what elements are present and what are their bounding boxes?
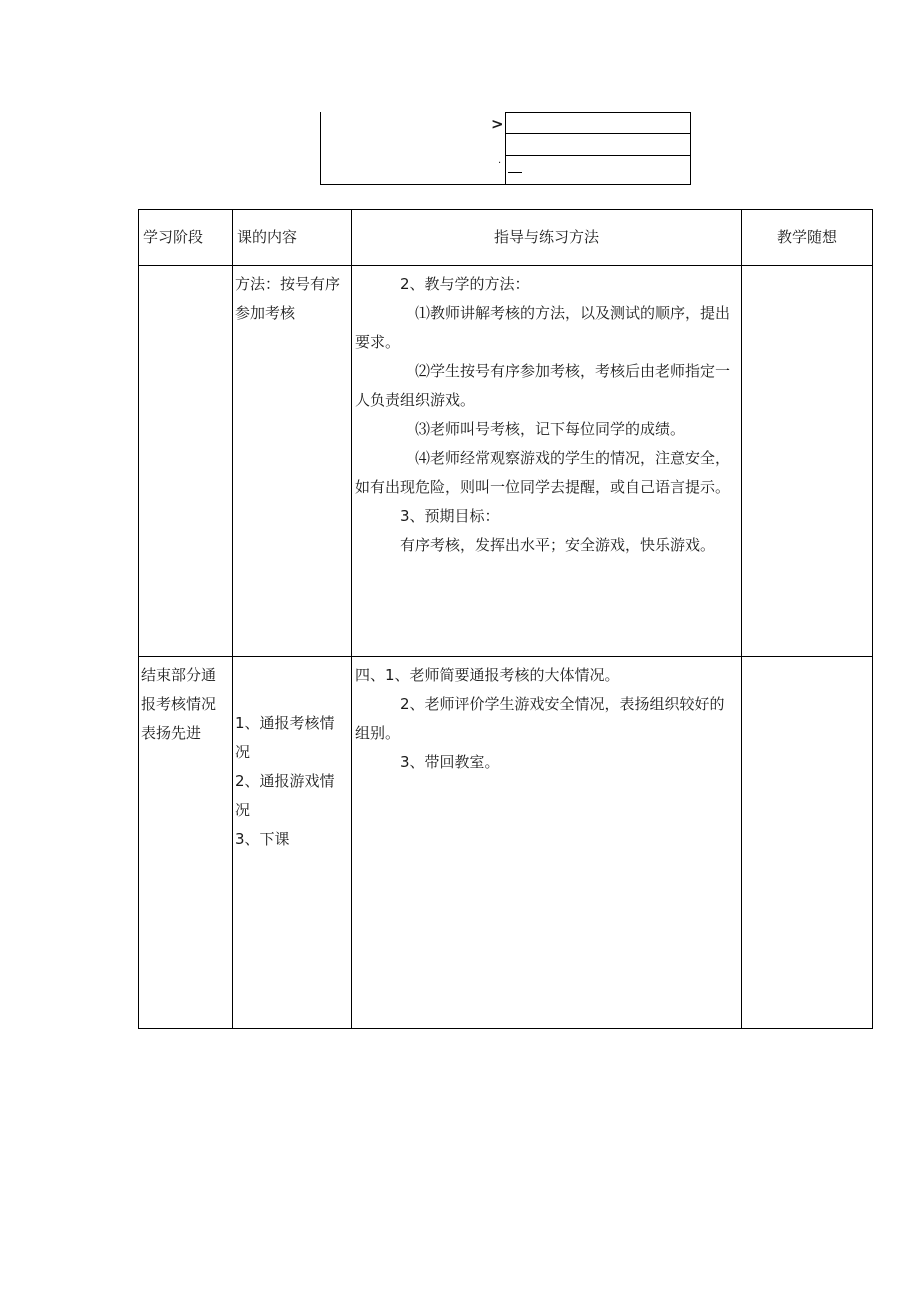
previous-table-fragment — [320, 112, 690, 185]
method-line: 2、老师评价学生游戏安全情况，表扬组织较好的组别。 — [355, 695, 725, 742]
fragment-row-line — [506, 155, 690, 156]
header-notes-label: 教学随想 — [776, 228, 837, 246]
table-row — [139, 266, 873, 657]
content-line: 2、通报游戏情况 — [235, 772, 335, 819]
method-line: 四、1、老师简要通报考核的大体情况。 — [355, 666, 620, 684]
method-line: ⑴教师讲解考核的方法，以及测试的顺序，提出要求。 — [355, 304, 731, 351]
cell-stage-text: 结束部分通报考核情况表扬先进 — [141, 666, 217, 742]
cell-method-text — [352, 657, 741, 777]
cell-stage — [139, 266, 233, 657]
fragment-arrow-mark: > — [491, 115, 504, 133]
fragment-dash-mark — [508, 172, 522, 173]
cell-content-list — [233, 657, 351, 854]
cell-notes-text — [742, 266, 872, 270]
header-method — [352, 210, 742, 266]
fragment-left-border — [320, 112, 321, 185]
method-line: ⑵学生按号有序参加考核，考核后由老师指定一人负责组织游戏。 — [355, 362, 731, 409]
cell-stage — [139, 657, 233, 1029]
method-line: ⑶老师叫号考核，记下每位同学的成绩。 — [415, 420, 686, 438]
header-content — [233, 210, 352, 266]
fragment-box — [505, 112, 691, 185]
fragment-dot-mark: . — [498, 155, 502, 166]
header-notes — [742, 210, 873, 266]
header-stage-label: 学习阶段 — [143, 228, 204, 246]
method-line: 3、预期目标： — [400, 507, 500, 525]
cell-notes — [742, 657, 873, 1029]
content-line: 3、下课 — [235, 830, 290, 848]
table-row — [139, 657, 873, 1029]
cell-content — [233, 266, 352, 657]
method-line: 3、带回教室。 — [400, 753, 500, 771]
content-line: 1、通报考核情况 — [235, 714, 335, 761]
cell-notes-text — [742, 657, 872, 661]
cell-notes — [742, 266, 873, 657]
cell-content — [233, 657, 352, 1029]
header-method-label: 指导与练习方法 — [493, 228, 599, 246]
cell-method-text — [352, 266, 741, 560]
method-line: ⑷老师经常观察游戏的学生的情况，注意安全，如有出现危险，则叫一位同学去提醒，或自己语言提示。 — [355, 449, 731, 496]
header-content-label: 课的内容 — [237, 228, 298, 246]
method-line: 有序考核，发挥出水平；安全游戏，快乐游戏。 — [400, 536, 716, 554]
header-stage — [139, 210, 233, 266]
method-line: 2、教与学的方法： — [400, 275, 530, 293]
cell-method — [352, 657, 742, 1029]
cell-method — [352, 266, 742, 657]
lesson-plan-table — [138, 209, 873, 1029]
fragment-row-line — [506, 133, 690, 134]
cell-stage-text — [139, 266, 232, 270]
table-header-row — [139, 210, 873, 266]
cell-content-text: 方法：按号有序参加考核 — [235, 275, 341, 322]
